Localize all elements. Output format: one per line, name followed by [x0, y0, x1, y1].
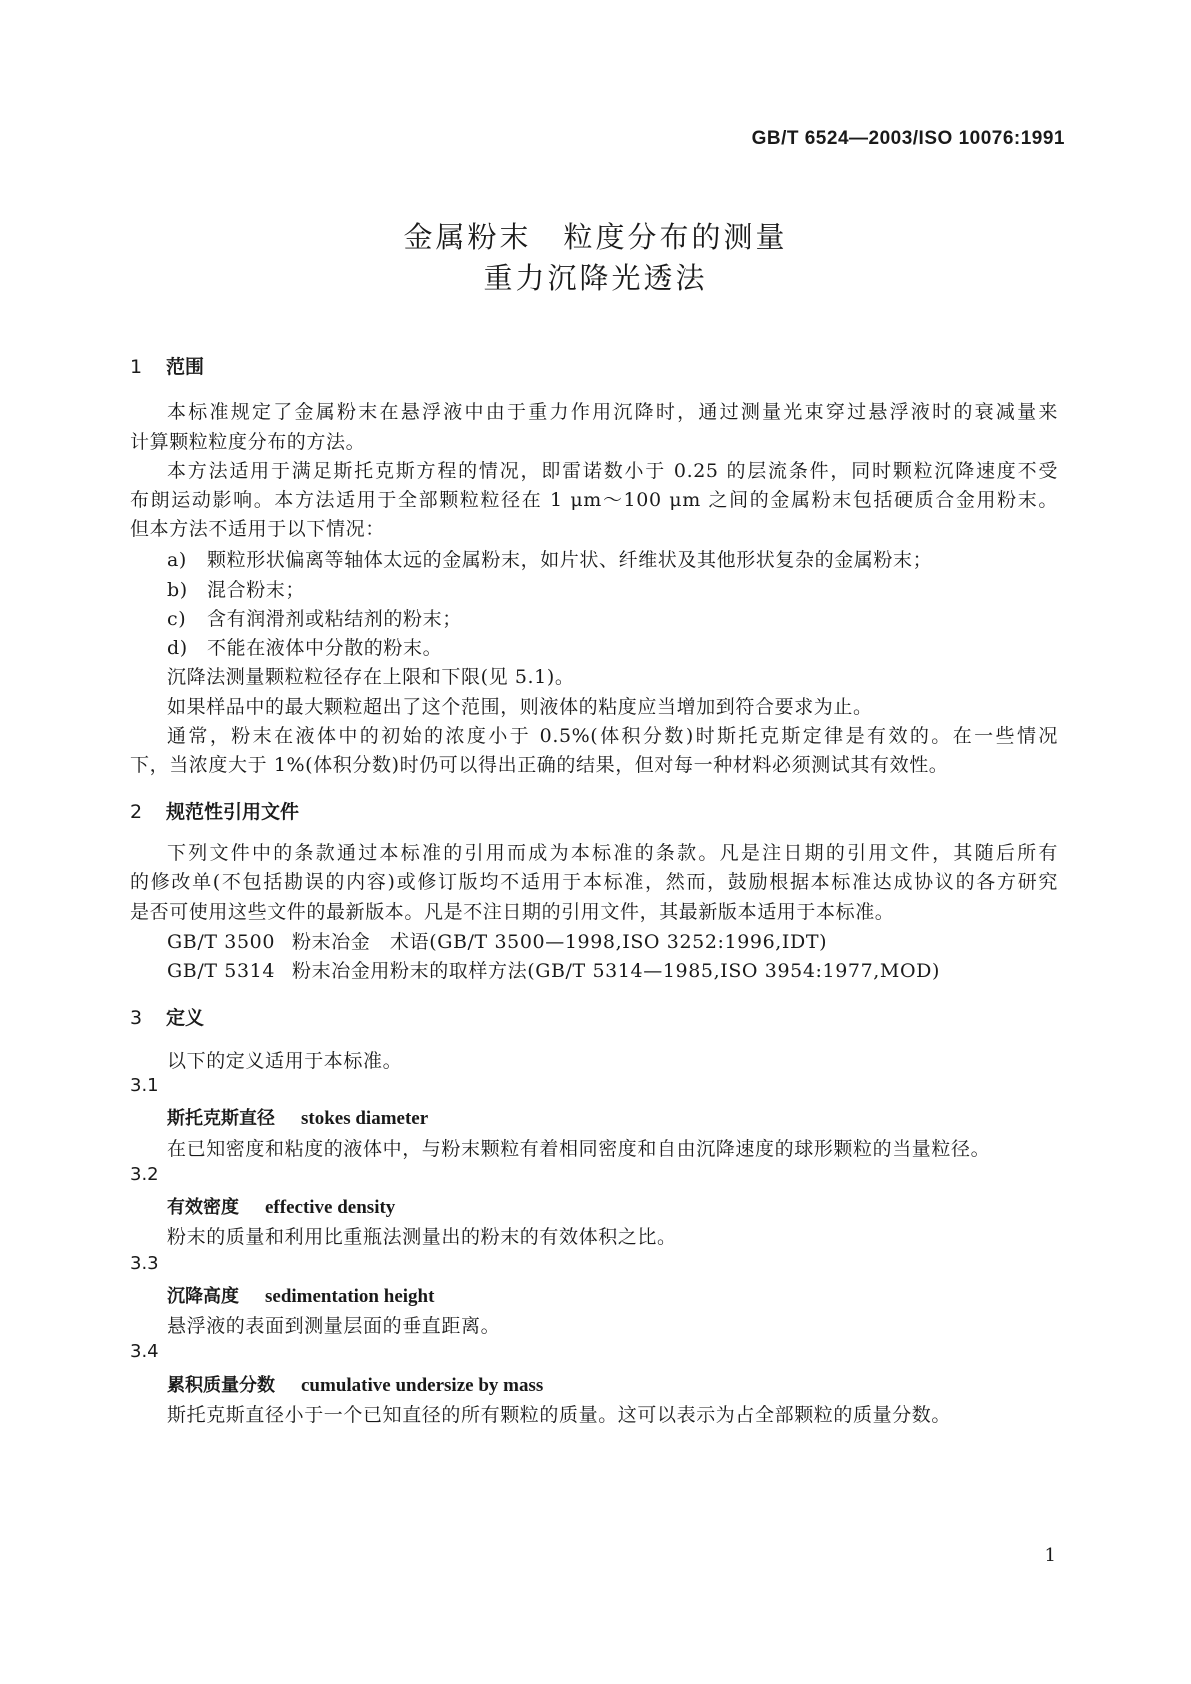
term-definition: 悬浮液的表面到测量层面的垂直距离。	[167, 1315, 501, 1337]
list-item-label: c)	[167, 608, 187, 630]
reference-code: GB/T 5314	[167, 960, 276, 982]
paragraph-line: 计算颗粒粒度分布的方法。	[130, 431, 366, 453]
paragraph-line: 的修改单(不包括勘误的内容)或修订版均不适用于本标准，然而，鼓励根据本标准达成协议的各方研究	[130, 871, 1058, 893]
list-item	[167, 604, 462, 631]
section-3-heading	[130, 1003, 204, 1030]
section-2-heading	[130, 797, 299, 824]
paragraph-line: 如果样品中的最大颗粒超出了这个范围，则液体的粘度应当增加到符合要求为止。	[167, 696, 873, 718]
list-item-text: 混合粉末；	[207, 579, 306, 601]
list-item	[167, 545, 932, 572]
section-1-heading	[130, 352, 204, 379]
term-english: cumulative undersize by mass	[301, 1375, 544, 1396]
list-item-label: a)	[167, 549, 187, 571]
section-number: 3	[130, 1007, 143, 1029]
reference-title: 粉末冶金 术语(GB/T 3500—1998,ISO 3252:1996,IDT)	[292, 931, 828, 953]
term-chinese: 斯托克斯直径	[167, 1108, 275, 1129]
list-item	[167, 633, 442, 660]
term-definition: 斯托克斯直径小于一个已知直径的所有颗粒的质量。这可以表示为占全部颗粒的质量分数。	[167, 1404, 952, 1426]
list-item-label: d)	[167, 637, 188, 659]
term-english: stokes diameter	[301, 1108, 429, 1129]
paragraph-line: 下列文件中的条款通过本标准的引用而成为本标准的条款。凡是注日期的引用文件，其随后所有	[167, 842, 1058, 864]
paragraph-line: 布朗运动影响。本方法适用于全部颗粒粒径在 1 μm～100 μm 之间的金属粉末包括硬质合金用粉末。	[130, 489, 1058, 511]
section-number: 2	[130, 801, 143, 823]
normative-reference	[167, 927, 827, 954]
paragraph-line: 通常，粉末在液体中的初始的浓度小于 0.5%(体积分数)时斯托克斯定律是有效的。在一些情况	[167, 725, 1058, 747]
paragraph-line: 下，当浓度大于 1%(体积分数)时仍可以得出正确的结果，但对每一种材料必须测试其有效性。	[130, 754, 949, 776]
paragraph-line: 本标准规定了金属粉末在悬浮液中由于重力作用沉降时，通过测量光束穿过悬浮液时的衰减量来	[167, 401, 1058, 423]
section-title: 范围	[166, 356, 205, 378]
reference-title: 粉末冶金用粉末的取样方法(GB/T 5314—1985,ISO 3954:1977,MOD)	[292, 960, 940, 982]
standard-code: GB/T 6524—2003/ISO 10076:1991	[751, 128, 1065, 149]
term-definition: 在已知密度和粘度的液体中，与粉末颗粒有着相同密度和自由沉降速度的球形颗粒的当量粒径。	[167, 1138, 991, 1160]
section-title: 定义	[166, 1007, 205, 1029]
section-title: 规范性引用文件	[166, 801, 300, 823]
normative-reference	[167, 956, 940, 983]
page-number: 1	[1044, 1545, 1056, 1566]
paragraph-line: 沉降法测量颗粒粒径存在上限和下限(见 5.1)。	[167, 666, 575, 688]
list-item-text: 不能在液体中分散的粉末。	[207, 637, 443, 659]
section-number: 1	[130, 356, 143, 378]
term-chinese: 有效密度	[167, 1197, 239, 1218]
term-english: effective density	[265, 1197, 396, 1218]
list-item-text: 颗粒形状偏离等轴体太远的金属粉末，如片状、纤维状及其他形状复杂的金属粉末；	[207, 549, 933, 571]
term-heading	[167, 1104, 428, 1130]
term-heading	[167, 1371, 543, 1397]
list-item-label: b)	[167, 579, 188, 601]
term-definition: 粉末的质量和利用比重瓶法测量出的粉末的有效体积之比。	[167, 1226, 677, 1248]
paragraph-line: 是否可使用这些文件的最新版本。凡是不注日期的引用文件，其最新版本适用于本标准。	[130, 901, 895, 923]
document-title-line1: 金属粉末 粒度分布的测量	[403, 220, 788, 254]
paragraph-line: 但本方法不适用于以下情况：	[130, 518, 385, 540]
paragraph-line: 本方法适用于满足斯托克斯方程的情况，即雷诺数小于 0.25 的层流条件，同时颗粒沉降速度不受	[167, 460, 1058, 482]
clause-number: 3.3	[130, 1253, 159, 1274]
clause-number: 3.1	[130, 1075, 159, 1096]
term-chinese: 累积质量分数	[167, 1375, 275, 1396]
clause-number: 3.2	[130, 1164, 159, 1185]
term-english: sedimentation height	[265, 1286, 435, 1307]
term-heading	[167, 1282, 434, 1308]
list-item-text: 含有润滑剂或粘结剂的粉末；	[207, 608, 462, 630]
term-chinese: 沉降高度	[167, 1286, 239, 1307]
list-item	[167, 575, 305, 602]
paragraph-line: 以下的定义适用于本标准。	[167, 1050, 403, 1072]
clause-number: 3.4	[130, 1341, 159, 1362]
term-heading	[167, 1193, 395, 1219]
document-title-line2: 重力沉降光透法	[483, 261, 708, 295]
reference-code: GB/T 3500	[167, 931, 276, 953]
